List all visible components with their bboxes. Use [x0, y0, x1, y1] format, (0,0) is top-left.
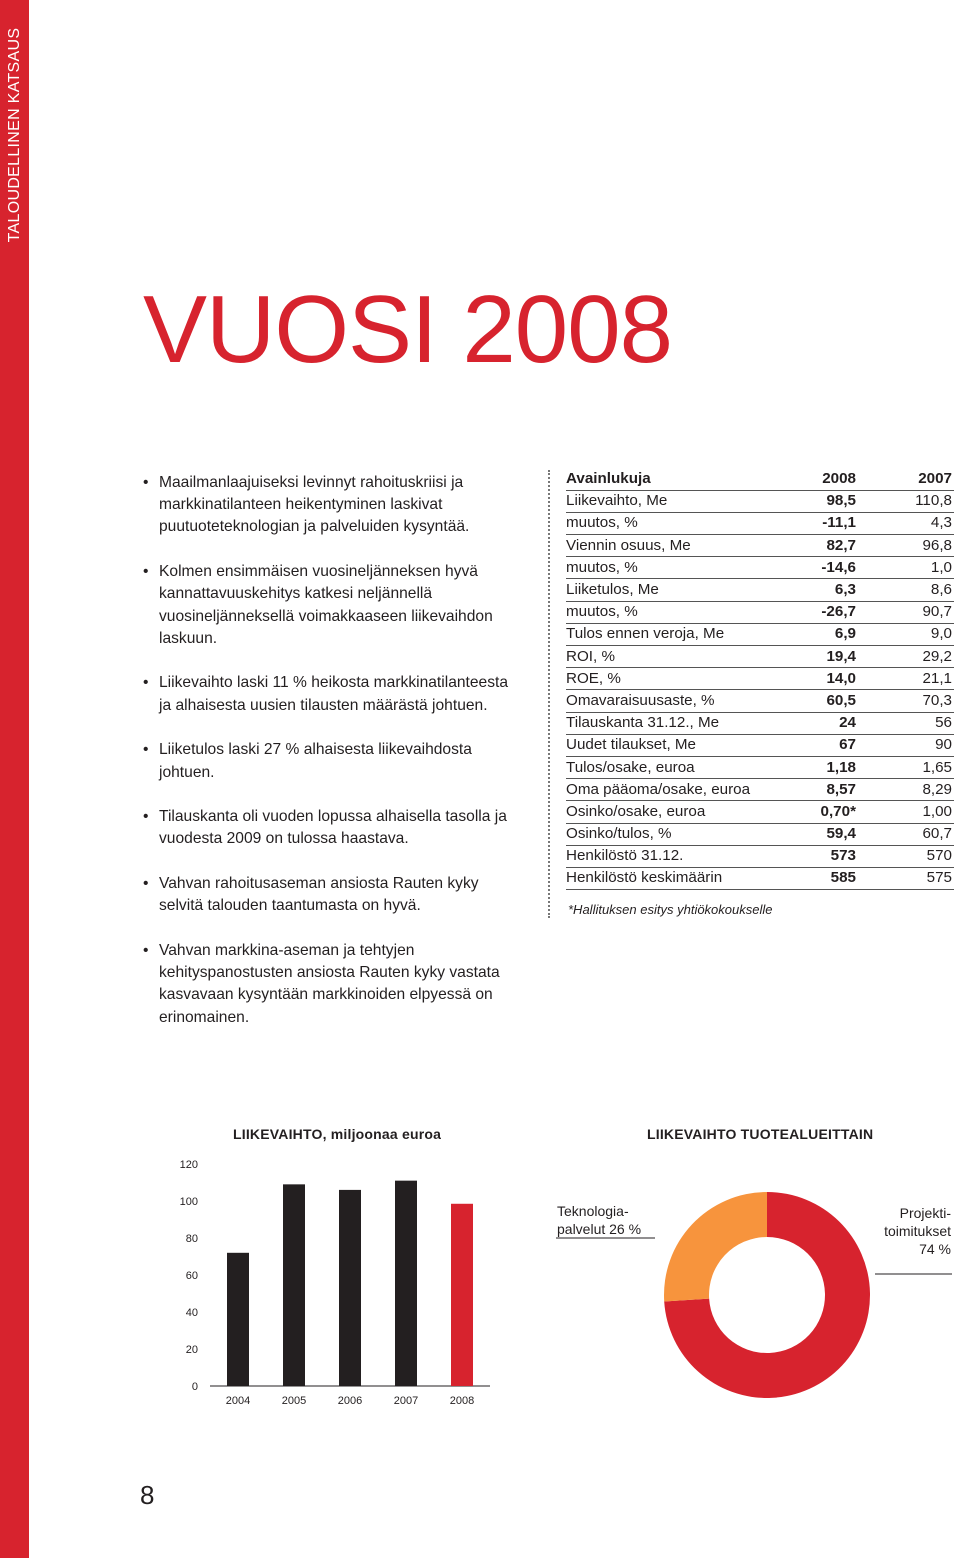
table-header-row — [566, 468, 954, 490]
value-2007: 90 — [858, 734, 954, 756]
row-label: muutos, % — [566, 512, 756, 534]
table-row — [566, 690, 954, 712]
value-2007: 110,8 — [858, 490, 954, 512]
value-2007: 90,7 — [858, 601, 954, 623]
table-row — [566, 845, 954, 867]
table-row — [566, 823, 954, 845]
value-2007: 575 — [858, 867, 954, 889]
row-label: Uudet tilaukset, Me — [566, 734, 756, 756]
page-title: VUOSI 2008 — [143, 276, 672, 383]
slice-label: Teknologia- — [557, 1203, 629, 1219]
value-2007: 1,00 — [858, 801, 954, 823]
bar — [283, 1184, 305, 1386]
y-tick-label: 80 — [185, 1233, 198, 1245]
y-tick-label: 120 — [179, 1159, 198, 1171]
value-2008: 6,9 — [756, 623, 858, 645]
table-row — [566, 756, 954, 778]
y-tick-label: 40 — [185, 1307, 198, 1319]
value-2008: 1,18 — [756, 756, 858, 778]
value-2008: -26,7 — [756, 601, 858, 623]
y-tick-label: 20 — [185, 1344, 198, 1356]
value-2008: 98,5 — [756, 490, 858, 512]
page-number: 8 — [140, 1480, 155, 1510]
row-label: muutos, % — [566, 601, 756, 623]
x-tick-label: 2005 — [281, 1395, 307, 1407]
table-row — [566, 512, 954, 534]
highlight-item: • Liikevaihto laski 11 % heikosta markkinatilanteesta ja alhaisesta uusien tilausten määrästä johtuen. — [143, 672, 523, 716]
value-2007: 1,0 — [858, 557, 954, 579]
highlight-item: • Maailmanlaajuiseksi levinnyt rahoituskriisi ja markkinatilanteen heikentyminen laskivat puutuoteteknologian ja palveluiden kysyntää. — [143, 472, 523, 539]
row-label: Tulos ennen veroja, Me — [566, 623, 756, 645]
x-tick-label: 2008 — [449, 1395, 475, 1407]
table-row — [566, 557, 954, 579]
row-label: Tulos/osake, euroa — [566, 756, 756, 778]
slice-label: 74 % — [919, 1241, 951, 1257]
row-label: ROI, % — [566, 646, 756, 668]
table-row — [566, 623, 954, 645]
table-row — [566, 535, 954, 557]
slice-label: palvelut 26 % — [557, 1221, 642, 1237]
bar-chart-title: LIIKEVAIHTO, miljoonaa euroa — [233, 1126, 442, 1142]
row-label: Oma pääoma/osake, euroa — [566, 779, 756, 801]
row-label: Liikevaihto, Me — [566, 490, 756, 512]
x-tick-label: 2006 — [337, 1395, 363, 1407]
key-figures-table — [566, 468, 954, 890]
value-2007: 570 — [858, 845, 954, 867]
highlight-item: • Tilauskanta oli vuoden lopussa alhaisella tasolla ja vuodesta 2009 on tulossa haastava. — [143, 806, 523, 850]
value-2008: 573 — [756, 845, 858, 867]
row-label: ROE, % — [566, 668, 756, 690]
highlight-item: • Vahvan markkina-aseman ja tehtyjen kehityspanostusten ansiosta Rauten kyky vastata kasvavaan kysyntään markkinoiden elpyessä on erinomainen. — [143, 940, 503, 1029]
donut-chart-title: LIIKEVAIHTO TUOTEALUEITTAIN — [647, 1126, 874, 1142]
highlights-list — [143, 472, 523, 1051]
row-label: Henkilöstö 31.12. — [566, 845, 756, 867]
slice-label: Projekti- — [899, 1205, 951, 1221]
value-2008: 82,7 — [756, 535, 858, 557]
value-2007: 8,6 — [858, 579, 954, 601]
value-2008: -11,1 — [756, 512, 858, 534]
x-tick-label: 2004 — [225, 1395, 251, 1407]
value-2008: 67 — [756, 734, 858, 756]
value-2008: 585 — [756, 867, 858, 889]
y-tick-label: 60 — [185, 1270, 198, 1282]
table-body — [566, 490, 954, 889]
table-row — [566, 601, 954, 623]
value-2008: 8,57 — [756, 779, 858, 801]
table-row — [566, 779, 954, 801]
value-2007: 96,8 — [858, 535, 954, 557]
table-row — [566, 668, 954, 690]
value-2008: 19,4 — [756, 646, 858, 668]
table-row — [566, 490, 954, 512]
revenue-bar-chart — [160, 1150, 500, 1420]
table-footnote: *Hallituksen esitys yhtiökokoukselle — [568, 902, 773, 917]
row-label: Liiketulos, Me — [566, 579, 756, 601]
x-tick-label: 2007 — [393, 1395, 419, 1407]
value-2008: 0,70* — [756, 801, 858, 823]
row-label: muutos, % — [566, 557, 756, 579]
bar — [451, 1204, 473, 1386]
row-label: Henkilöstö keskimäärin — [566, 867, 756, 889]
row-label: Viennin osuus, Me — [566, 535, 756, 557]
y-tick-label: 100 — [179, 1196, 198, 1208]
value-2007: 4,3 — [858, 512, 954, 534]
value-2007: 1,65 — [858, 756, 954, 778]
value-2008: -14,6 — [756, 557, 858, 579]
value-2008: 14,0 — [756, 668, 858, 690]
donut-slice — [664, 1192, 767, 1301]
highlight-item: • Vahvan rahoitusaseman ansiosta Rauten kyky selvitä talouden taantumasta on hyvä. — [143, 873, 523, 917]
value-2007: 21,1 — [858, 668, 954, 690]
highlight-item: • Liiketulos laski 27 % alhaisesta liikevaihdosta johtuen. — [143, 739, 523, 783]
bar — [395, 1181, 417, 1386]
value-2007: 70,3 — [858, 690, 954, 712]
table-row — [566, 801, 954, 823]
value-2008: 60,5 — [756, 690, 858, 712]
row-label: Osinko/tulos, % — [566, 823, 756, 845]
value-2008: 59,4 — [756, 823, 858, 845]
value-2007: 8,29 — [858, 779, 954, 801]
value-2008: 24 — [756, 712, 858, 734]
y-tick-label: 0 — [191, 1381, 198, 1393]
table-header-label: Avainlukuja — [566, 468, 756, 490]
bar — [227, 1253, 249, 1386]
table-row — [566, 712, 954, 734]
value-2008: 6,3 — [756, 579, 858, 601]
value-2007: 29,2 — [858, 646, 954, 668]
highlight-item: • Kolmen ensimmäisen vuosineljänneksen hyvä kannattavuuskehitys katkesi neljännellä vuosineljänneksellä voimakkaaseen liikevaihdon laskuun. — [143, 561, 523, 650]
value-2007: 9,0 — [858, 623, 954, 645]
table-row — [566, 734, 954, 756]
slice-label: toimitukset — [884, 1223, 951, 1239]
table-row — [566, 646, 954, 668]
table-header-2007: 2007 — [858, 468, 954, 490]
section-label — [0, 0, 29, 270]
section-label-text: TALOUDELLINEN KATSAUS — [5, 27, 23, 243]
value-2007: 60,7 — [858, 823, 954, 845]
row-label: Osinko/osake, euroa — [566, 801, 756, 823]
column-divider — [548, 470, 550, 918]
bar — [339, 1190, 361, 1386]
row-label: Omavaraisuusaste, % — [566, 690, 756, 712]
row-label: Tilauskanta 31.12., Me — [566, 712, 756, 734]
value-2007: 56 — [858, 712, 954, 734]
table-row — [566, 579, 954, 601]
revenue-by-product-donut-chart — [555, 1190, 955, 1405]
table-row — [566, 867, 954, 889]
table-header-2008: 2008 — [756, 468, 858, 490]
